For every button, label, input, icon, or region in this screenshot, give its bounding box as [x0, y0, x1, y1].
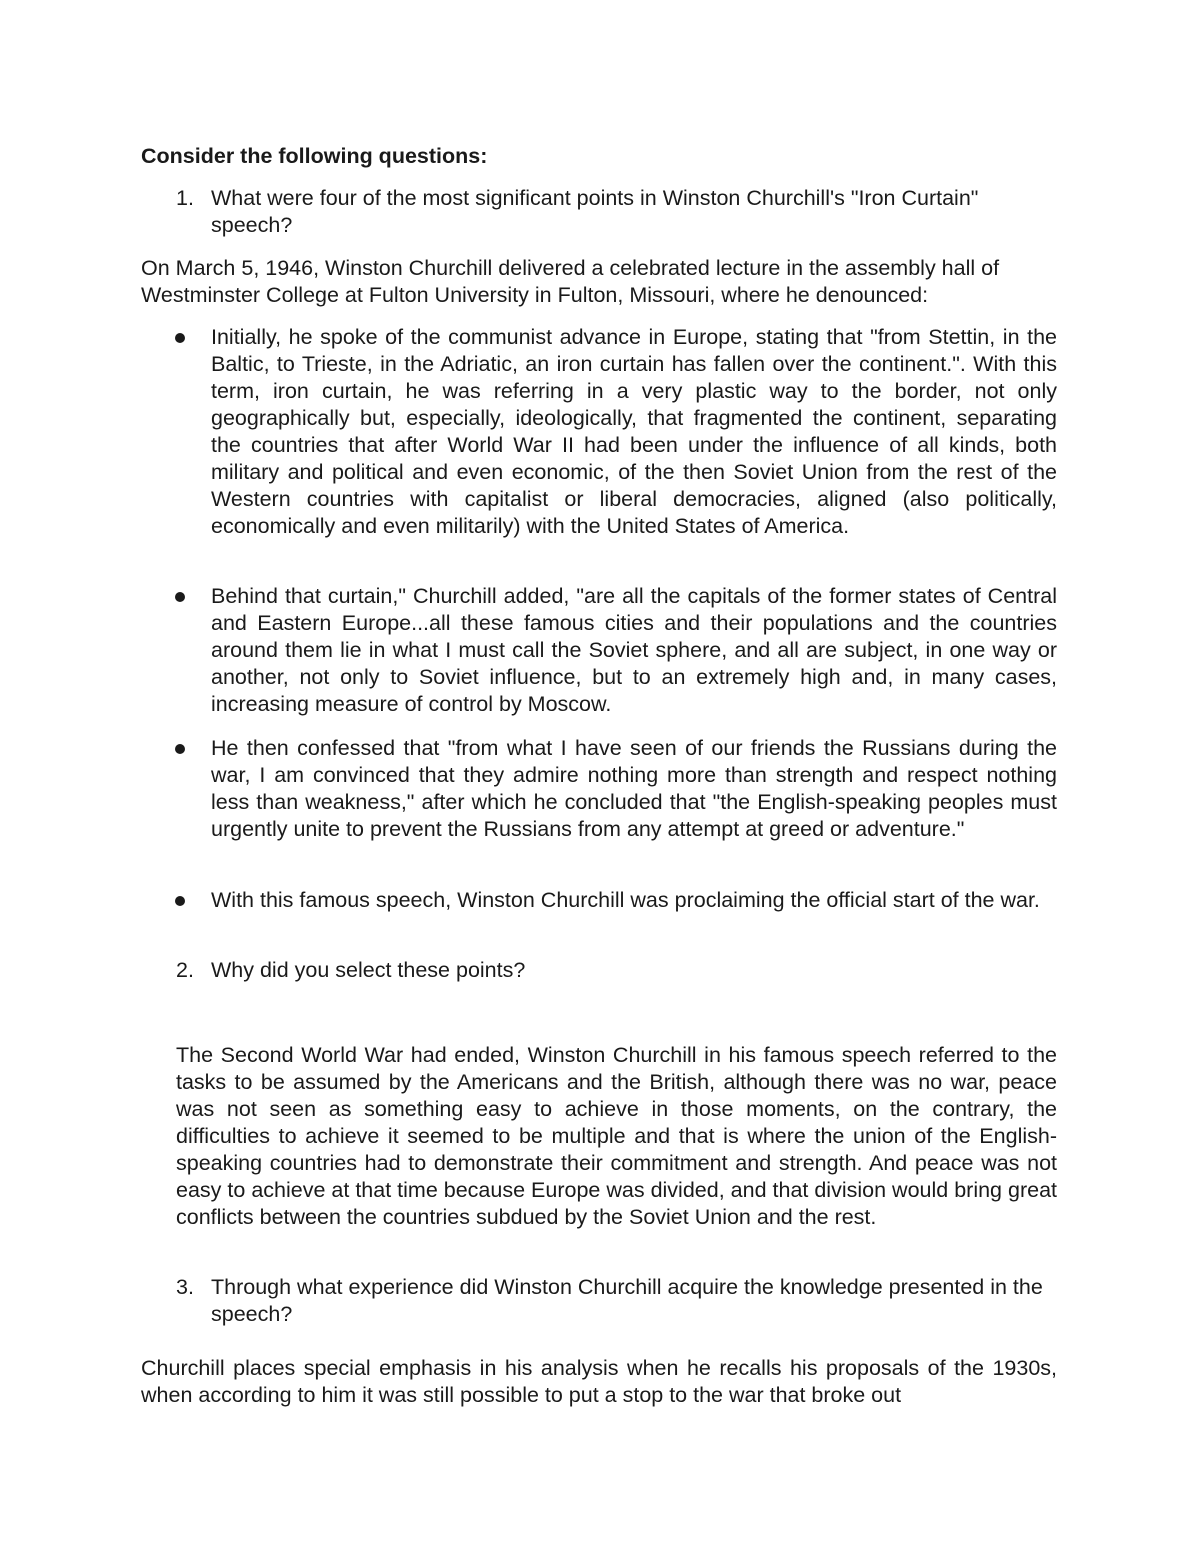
question-number: 1. [176, 186, 194, 210]
bullet-icon [175, 333, 185, 343]
bullet-text: With this famous speech, Winston Churchill was proclaiming the official start of the war. [211, 888, 1040, 912]
answer-3-paragraph: Churchill places special emphasis in his analysis when he recalls his proposals of the 1930s, when according to him it was still possible to put a stop to the war that broke out [141, 1356, 1057, 1407]
intro-paragraph: On March 5, 1946, Winston Churchill delivered a celebrated lecture in the assembly hall of Westminster College at Fulton University in Fulton, Missouri, where he denounced: [141, 256, 1000, 307]
page-heading: Consider the following questions: [141, 144, 488, 168]
question-text: Through what experience did Winston Churchill acquire the knowledge presented in the speech? [211, 1275, 1043, 1326]
question-text: Why did you select these points? [211, 958, 526, 982]
bullet-text: Initially, he spoke of the communist advance in Europe, stating that "from Stettin, in the Baltic, to Trieste, in the Adriatic, an iron curtain has fallen over the continent.". With this term, iron curtain, he was referring in a very plastic way to the border, not only geographically but, especially, ideologically, that fragmented the continent, separating the countries that after World War II had been under the influence of all kinds, both military and political and even economic, of the then Soviet Union from the rest of the Western countries with capitalist or liberal democracies, aligned (also politically, economically and even militarily) with the United States of America. [211, 325, 1057, 538]
answer-2-paragraph: The Second World War had ended, Winston Churchill in his famous speech referred to the tasks to be assumed by the Americans and the British, although there was no war, peace was not seen as something easy to achieve in those moments, on the contrary, the difficulties to achieve it seemed to be multiple and that is where the union of the English-speaking countries had to demonstrate their commitment and strength. And peace was not easy to achieve at that time because Europe was divided, and that division would bring great conflicts between the countries subdued by the Soviet Union and the rest. [176, 1043, 1057, 1229]
bullet-icon [175, 592, 185, 602]
bullet-icon [175, 896, 185, 906]
question-number: 2. [176, 958, 194, 982]
bullet-icon [175, 744, 185, 754]
question-text: What were four of the most significant points in Winston Churchill's "Iron Curtain" speech? [211, 186, 979, 237]
bullet-text: Behind that curtain," Churchill added, "are all the capitals of the former states of Central and Eastern Europe...all these famous cities and their populations and the countries around them lie in what I must call the Soviet sphere, and all are subject, in one way or another, not only to Soviet influence, but to an extremely high and, in many cases, increasing measure of control by Moscow. [211, 584, 1057, 716]
question-number: 3. [176, 1275, 194, 1299]
bullet-text: He then confessed that "from what I have seen of our friends the Russians during the war, I am convinced that they admire nothing more than strength and respect nothing less than weakness," after which he concluded that "the English-speaking peoples must urgently unite to prevent the Russians from any attempt at greed or adventure." [211, 736, 1057, 841]
